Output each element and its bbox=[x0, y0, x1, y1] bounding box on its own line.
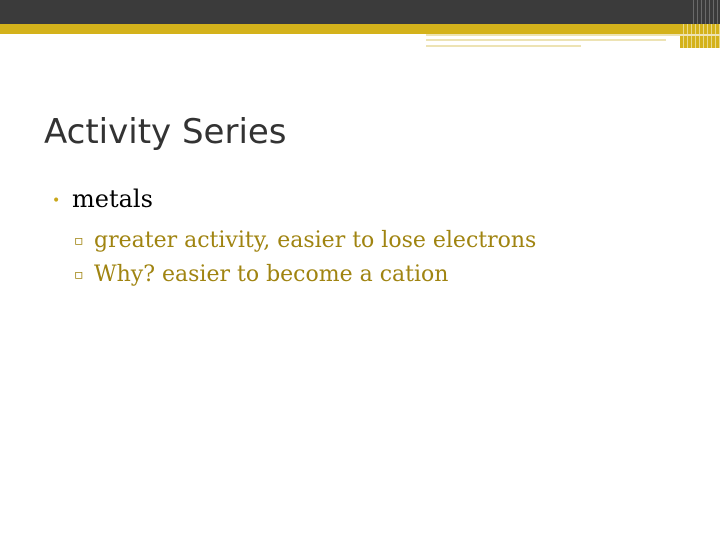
header-stripes bbox=[690, 0, 720, 24]
accent-band bbox=[0, 24, 720, 34]
slide-title: Activity Series bbox=[44, 112, 287, 152]
sub-bullet-marker: ▫ bbox=[74, 266, 84, 283]
accent-stripes bbox=[680, 24, 720, 48]
accent-line bbox=[426, 45, 581, 47]
sub-bullet-text: Why? easier to become a cation bbox=[94, 261, 449, 287]
sub-bullet-list bbox=[74, 224, 536, 292]
bullet-text: metals bbox=[72, 185, 153, 213]
sub-bullet-item bbox=[74, 224, 536, 258]
accent-line bbox=[426, 39, 666, 41]
header-band bbox=[0, 0, 720, 24]
bullet-item bbox=[52, 182, 536, 292]
accent-line bbox=[426, 34, 720, 36]
bullet-marker: • bbox=[52, 192, 61, 209]
sub-bullet-item bbox=[74, 258, 536, 292]
sub-bullet-marker: ▫ bbox=[74, 232, 84, 249]
bullet-list bbox=[52, 182, 536, 292]
sub-bullet-text: greater activity, easier to lose electrons bbox=[94, 227, 537, 253]
